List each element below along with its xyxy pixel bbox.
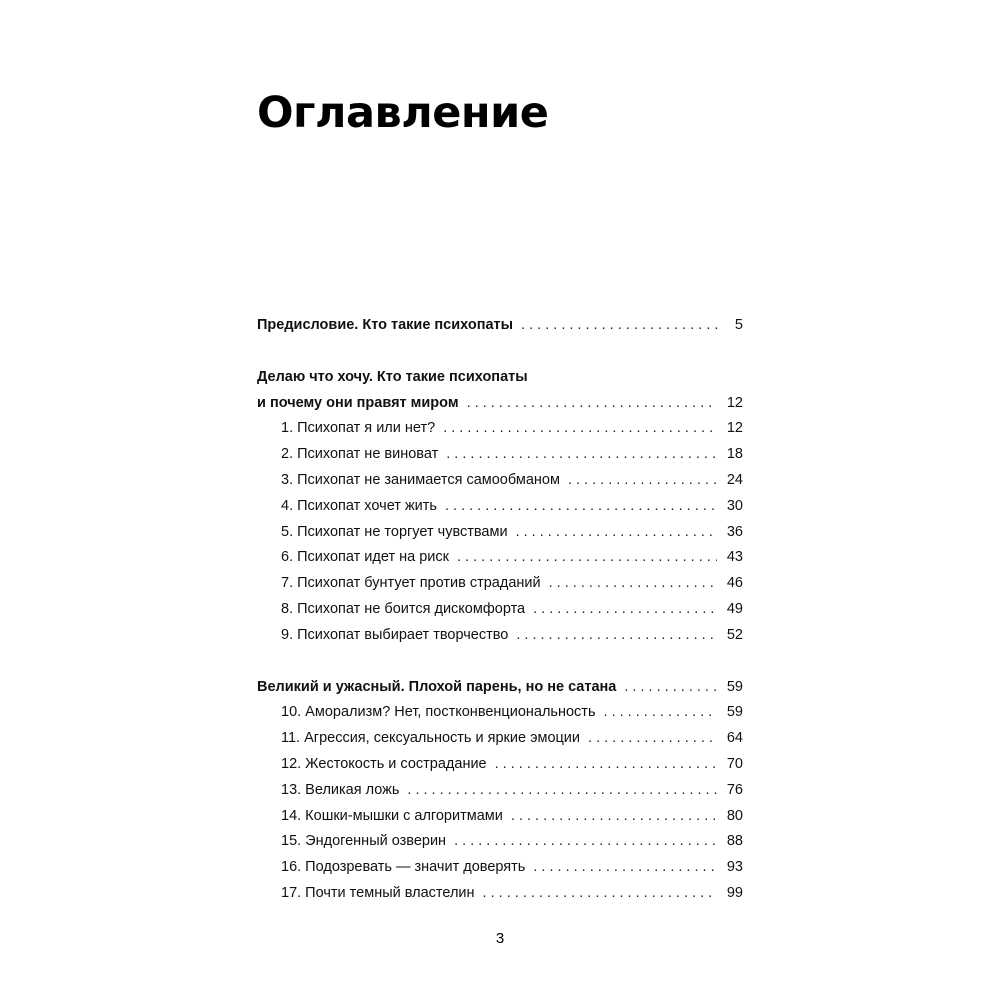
toc-page-number: 12	[726, 420, 743, 437]
toc-entry-title: 2. Психопат не виноват	[281, 446, 439, 463]
toc-entry-chapter	[257, 778, 743, 804]
toc-entry-title: Предисловие. Кто такие психопаты	[257, 317, 514, 333]
toc-page-number: 24	[726, 471, 743, 488]
toc-entry-title: 6. Психопат идет на риск	[281, 549, 449, 566]
toc-page-number: 88	[726, 833, 743, 850]
toc-entry-chapter	[257, 494, 743, 520]
toc-entry-preface	[257, 313, 743, 339]
toc-page-number: 59	[726, 704, 743, 721]
toc-page-number: 70	[726, 755, 743, 772]
dot-leader	[407, 778, 716, 804]
toc-entry-title: 3. Психопат не занимается самообманом	[281, 471, 560, 488]
dot-leader	[521, 313, 719, 339]
toc-entry-title: 14. Кошки-мышки с алгоритмами	[281, 807, 503, 824]
dot-leader	[568, 468, 717, 494]
toc-entry-title: 8. Психопат не боится дискомфорта	[281, 600, 526, 617]
toc-page-number: 59	[726, 678, 743, 695]
toc-part-title-line	[257, 365, 743, 391]
dot-leader	[516, 520, 717, 546]
toc-entry-chapter	[257, 597, 743, 623]
toc-entry-part-2	[257, 675, 743, 701]
toc-entry-title: 12. Жестокость и сострадание	[281, 755, 487, 772]
toc-entry-part-1	[257, 391, 743, 417]
toc-entry-title: 15. Эндогенный озверин	[281, 833, 447, 850]
toc-entry-chapter	[257, 700, 743, 726]
toc-entry-title: Делаю что хочу. Кто такие психопаты	[257, 368, 528, 385]
toc-entry-title: 4. Психопат хочет жить	[281, 497, 437, 514]
toc-entry-chapter	[257, 829, 743, 855]
toc-page-number: 30	[726, 497, 743, 514]
toc-entry-chapter	[257, 442, 743, 468]
toc-entry-title: 11. Агрессия, сексуальность и яркие эмоции	[281, 730, 581, 747]
dot-leader	[467, 391, 717, 417]
toc-page-number: 43	[726, 549, 743, 566]
dot-leader	[588, 726, 717, 752]
dot-leader	[483, 881, 717, 907]
dot-leader	[533, 855, 717, 881]
toc-entry-title: 1. Психопат я или нет?	[281, 420, 436, 437]
dot-leader	[495, 752, 717, 778]
dot-leader	[516, 623, 717, 649]
toc-page-number: 18	[726, 446, 743, 463]
toc-page-number: 5	[734, 317, 743, 333]
dot-leader	[549, 571, 717, 597]
toc-entry-chapter	[257, 571, 743, 597]
dot-leader	[511, 804, 717, 830]
toc-page-number: 93	[726, 859, 743, 876]
page-number: 3	[495, 930, 505, 947]
dot-leader	[457, 545, 717, 571]
toc-entry-title: 17. Почти темный властелин	[281, 884, 475, 901]
toc-entry-chapter	[257, 752, 743, 778]
dot-leader	[446, 442, 717, 468]
toc-entry-chapter	[257, 855, 743, 881]
toc-entry-title: 9. Психопат выбирает творчество	[281, 626, 509, 643]
toc-page-number: 12	[726, 394, 743, 411]
toc-entry-chapter	[257, 416, 743, 442]
dot-leader	[445, 494, 717, 520]
page-title: Оглавление	[257, 88, 549, 138]
toc-page-number: 99	[726, 884, 743, 901]
dot-leader	[443, 416, 717, 442]
toc-entry-title: и почему они правят миром	[257, 394, 459, 411]
toc-entry-chapter	[257, 520, 743, 546]
toc-entry-title: 13. Великая ложь	[281, 781, 400, 798]
toc-page-number: 49	[726, 600, 743, 617]
toc-entry-title: 7. Психопат бунтует против страданий	[281, 575, 541, 592]
toc-page-number: 36	[726, 523, 743, 540]
toc-page-number: 52	[726, 626, 743, 643]
dot-leader	[624, 675, 717, 701]
toc-entry-chapter	[257, 623, 743, 649]
toc-page-number: 46	[726, 575, 743, 592]
toc-page-number: 76	[726, 781, 743, 798]
toc-entry-chapter	[257, 881, 743, 907]
toc-entry-title: 16. Подозревать — значит доверять	[281, 859, 526, 876]
toc-page-number: 80	[726, 807, 743, 824]
toc-entry-chapter	[257, 468, 743, 494]
toc-entry-title: 5. Психопат не торгует чувствами	[281, 523, 508, 540]
dot-leader	[454, 829, 717, 855]
toc-entry-chapter	[257, 804, 743, 830]
dot-leader	[533, 597, 717, 623]
toc-entry-chapter	[257, 726, 743, 752]
toc-entry-title: 10. Аморализм? Нет, постконвенциональность	[281, 704, 596, 721]
toc-page-number: 64	[726, 730, 743, 747]
toc-entry-title: Великий и ужасный. Плохой парень, но не сатана	[257, 678, 617, 695]
table-of-contents	[257, 313, 743, 907]
dot-leader	[604, 700, 717, 726]
toc-entry-chapter	[257, 545, 743, 571]
